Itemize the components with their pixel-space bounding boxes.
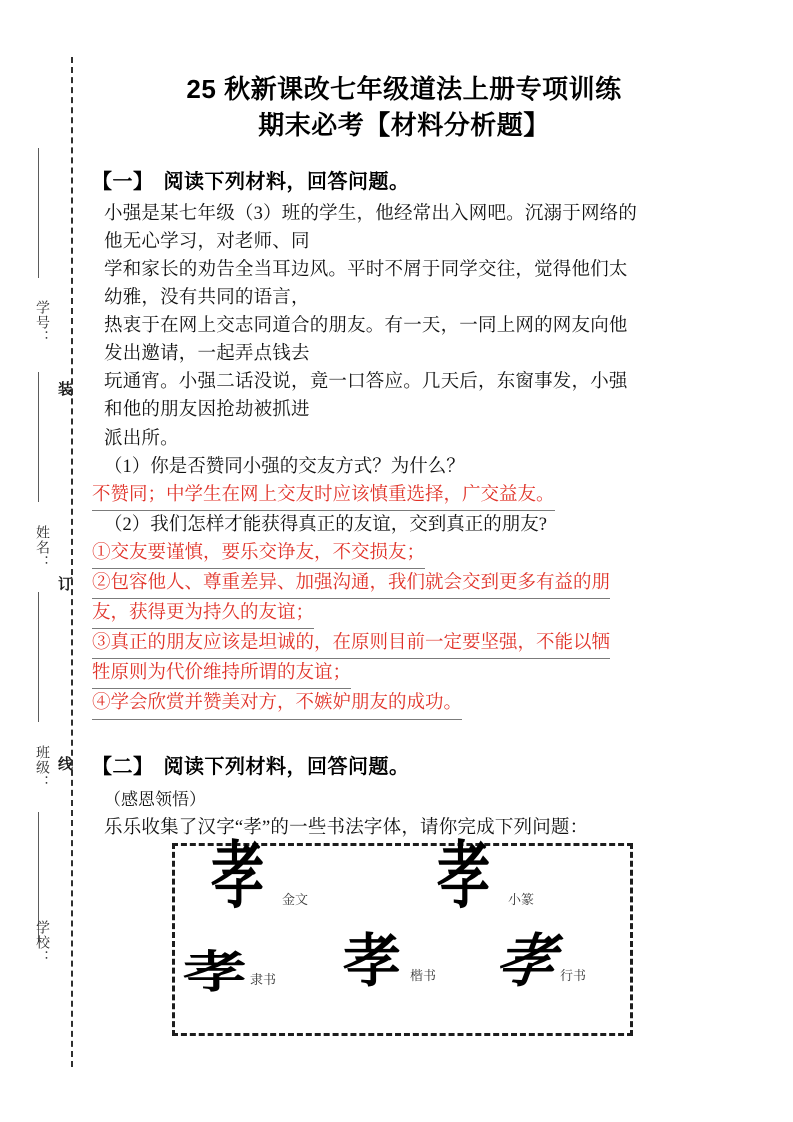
field-rule-xingming-bottom <box>38 592 39 722</box>
section-two-note: （感恩领悟） <box>104 789 206 809</box>
section-one-heading <box>92 165 752 194</box>
binding-char-xian: 线 <box>58 757 74 773</box>
margin-field-xuehao: 学号： <box>34 300 49 345</box>
calligraphy-style-label: 隶书 <box>250 972 277 988</box>
answer-text: 牲原则为代价维持所谓的友谊； <box>92 659 351 689</box>
question-prompt-1: （1）你是否赞同小强的交友方式？为什么？ <box>104 456 465 477</box>
calligraphy-sample-box <box>172 837 633 1036</box>
answer-line <box>92 659 752 689</box>
answer-text: 友，获得更为持久的友谊； <box>92 599 314 629</box>
calligraphy-style-label: 金文 <box>282 891 309 907</box>
section-two-heading-text: 阅读下列材料，回答问题。 <box>163 755 410 778</box>
passage-line: 他无心学习，对老师、同 <box>104 231 310 252</box>
passage-line: 派出所。 <box>104 428 179 449</box>
passage-line: 幼雅，没有共同的语言， <box>104 287 310 308</box>
binding-dashed-line <box>71 57 73 1067</box>
answer-text: ①交友要谨慎，要乐交诤友，不交损友； <box>92 539 425 569</box>
margin-field-xingming: 姓名： <box>34 525 49 570</box>
answer-text: 不赞同；中学生在网上交友时应该慎重选择，广交益友。 <box>92 481 555 511</box>
passage-line: 小强是某七年级（3）班的学生，他经常出入网吧。沉溺于网络的 <box>104 203 638 224</box>
calligraphy-glyph: 孝 <box>183 947 247 997</box>
calligraphy-sample-xiaozhuan <box>437 837 535 918</box>
calligraphy-style-label: 楷书 <box>410 968 437 984</box>
answer-text: ③真正的朋友应该是坦诚的，在原则目前一定要坚强，不能以牺 <box>92 629 610 659</box>
section-one-bracket: 【一】 <box>92 170 154 193</box>
answer-line <box>92 569 752 599</box>
field-rule-xuehao-bottom <box>38 372 39 502</box>
content-column <box>92 0 752 842</box>
calligraphy-sample-jinwen <box>211 837 309 918</box>
answer-text: ④学会欣赏并赞美对方，不嫉妒朋友的成功。 <box>92 689 462 719</box>
answer-line <box>92 539 752 569</box>
answer-line <box>92 599 752 629</box>
calligraphy-style-label: 行书 <box>560 968 587 984</box>
page-title-line-2: 期末必考【材料分析题】 <box>258 110 550 141</box>
passage-line: 玩通宵。小强二话没说，竟一口答应。几天后，东窗事发，小强 <box>104 372 628 393</box>
margin-field-banji: 班级： <box>34 745 49 790</box>
calligraphy-sample-lishu <box>183 938 277 997</box>
calligraphy-sample-xingshu <box>492 929 587 994</box>
calligraphy-glyph: 孝 <box>492 929 559 994</box>
calligraphy-style-label: 小篆 <box>508 891 535 907</box>
answer-line <box>92 629 752 659</box>
calligraphy-glyph: 孝 <box>211 837 265 918</box>
calligraphy-sample-kaishu <box>343 929 437 994</box>
question-prompt-2: （2）我们怎样才能获得真正的友谊，交到真正的朋友? <box>104 514 547 535</box>
binding-margin <box>0 0 92 1122</box>
section-two-heading <box>92 750 752 779</box>
calligraphy-glyph: 孝 <box>437 837 491 918</box>
section-one-heading-text: 阅读下列材料，回答问题。 <box>163 170 410 193</box>
passage-line: 和他的朋友因抢劫被抓进 <box>104 400 310 421</box>
field-rule-xuehao-top <box>38 148 39 278</box>
section-two-bracket: 【二】 <box>92 755 154 778</box>
passage-line: 热衷于在网上交志同道合的朋友。有一天，一同上网的网友向他 <box>104 316 628 337</box>
passage-line: 发出邀请，一起弄点钱去 <box>104 344 310 365</box>
margin-field-xuexiao: 学校： <box>34 920 49 965</box>
binding-char-ding: 订 <box>58 577 74 593</box>
passage-line: 学和家长的劝告全当耳边风。平时不屑于同学交往，觉得他们太 <box>104 259 628 280</box>
answer-line <box>92 689 752 719</box>
binding-char-zhuang: 装 <box>58 382 74 398</box>
calligraphy-glyph: 孝 <box>343 929 402 994</box>
answer-text: ②包容他人、尊重差异、加强沟通，我们就会交到更多有益的朋 <box>92 569 610 599</box>
answer-line <box>92 481 752 511</box>
page-title-line-1: 25 秋新课改七年级道法上册专项训练 <box>186 74 622 104</box>
section-two-prompt: 乐乐收集了汉字“孝”的一些书法字体，请你完成下列问题： <box>104 817 589 838</box>
